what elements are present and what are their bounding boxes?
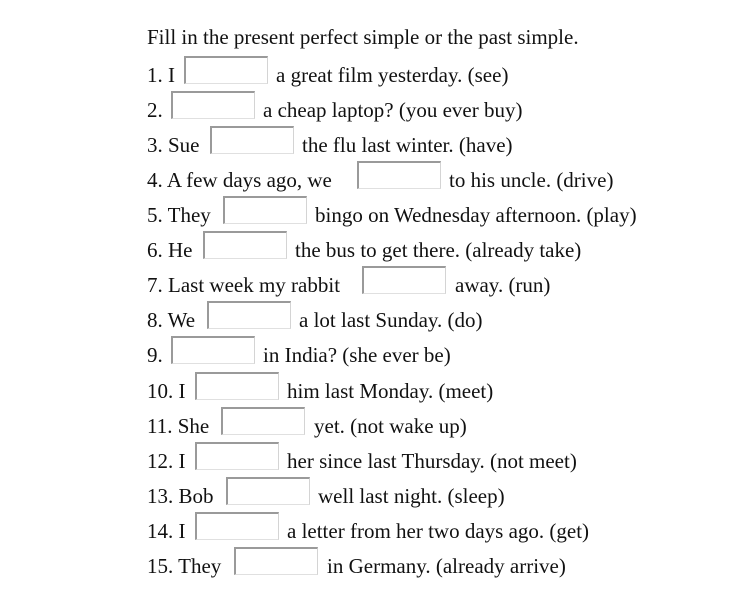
answer-blank-15[interactable] bbox=[234, 547, 318, 575]
answer-blank-10[interactable] bbox=[195, 372, 279, 400]
answer-blank-8[interactable] bbox=[207, 301, 291, 329]
sentence-end: a cheap laptop? (you ever buy) bbox=[263, 98, 523, 122]
answer-blank-9[interactable] bbox=[171, 336, 255, 364]
answer-blank-3[interactable] bbox=[210, 126, 294, 154]
sentence-end: a letter from her two days ago. (get) bbox=[287, 519, 590, 543]
sentence-end: in India? (she ever be) bbox=[263, 343, 451, 367]
answer-blank-2[interactable] bbox=[171, 91, 255, 119]
sentence-start: 3. Sue bbox=[147, 133, 200, 157]
answer-blank-13[interactable] bbox=[226, 477, 310, 505]
sentence-end: in Germany. (already arrive) bbox=[327, 554, 566, 578]
answer-blank-4[interactable] bbox=[357, 161, 441, 189]
sentence-end: the flu last winter. (have) bbox=[302, 133, 513, 157]
sentence-end: her since last Thursday. (not meet) bbox=[287, 449, 577, 473]
sentence-end: the bus to get there. (already take) bbox=[295, 238, 582, 262]
answer-blank-5[interactable] bbox=[223, 196, 307, 224]
sentence-start: 15. They bbox=[147, 554, 222, 578]
sentence-start: 4. A few days ago, we bbox=[147, 168, 332, 192]
sentence-start: 13. Bob bbox=[147, 484, 214, 508]
sentence-start: 12. I bbox=[147, 449, 186, 473]
answer-blank-1[interactable] bbox=[184, 56, 268, 84]
sentence-end: away. (run) bbox=[455, 273, 551, 297]
sentence-start: 2. bbox=[147, 98, 163, 122]
answer-blank-6[interactable] bbox=[203, 231, 287, 259]
sentence-start: 10. I bbox=[147, 379, 186, 403]
instructions-title: Fill in the present perfect simple or the past simple. bbox=[147, 25, 579, 49]
sentence-end: a great film yesterday. (see) bbox=[276, 63, 509, 87]
sentence-end: yet. (not wake up) bbox=[314, 414, 467, 438]
sentence-start: 14. I bbox=[147, 519, 186, 543]
answer-blank-14[interactable] bbox=[195, 512, 279, 540]
sentence-start: 5. They bbox=[147, 203, 211, 227]
answer-blank-11[interactable] bbox=[221, 407, 305, 435]
sentence-start: 9. bbox=[147, 343, 163, 367]
sentence-end: bingo on Wednesday afternoon. (play) bbox=[315, 203, 637, 227]
sentence-start: 7. Last week my rabbit bbox=[147, 273, 341, 297]
sentence-end: well last night. (sleep) bbox=[318, 484, 505, 508]
sentence-end: a lot last Sunday. (do) bbox=[299, 308, 483, 332]
sentence-start: 6. He bbox=[147, 238, 193, 262]
sentence-start: 8. We bbox=[147, 308, 196, 332]
answer-blank-7[interactable] bbox=[362, 266, 446, 294]
sentence-end: him last Monday. (meet) bbox=[287, 379, 494, 403]
answer-blank-12[interactable] bbox=[195, 442, 279, 470]
sentence-start: 1. I bbox=[147, 63, 175, 87]
sentence-end: to his uncle. (drive) bbox=[449, 168, 614, 192]
sentence-start: 11. She bbox=[147, 414, 210, 438]
